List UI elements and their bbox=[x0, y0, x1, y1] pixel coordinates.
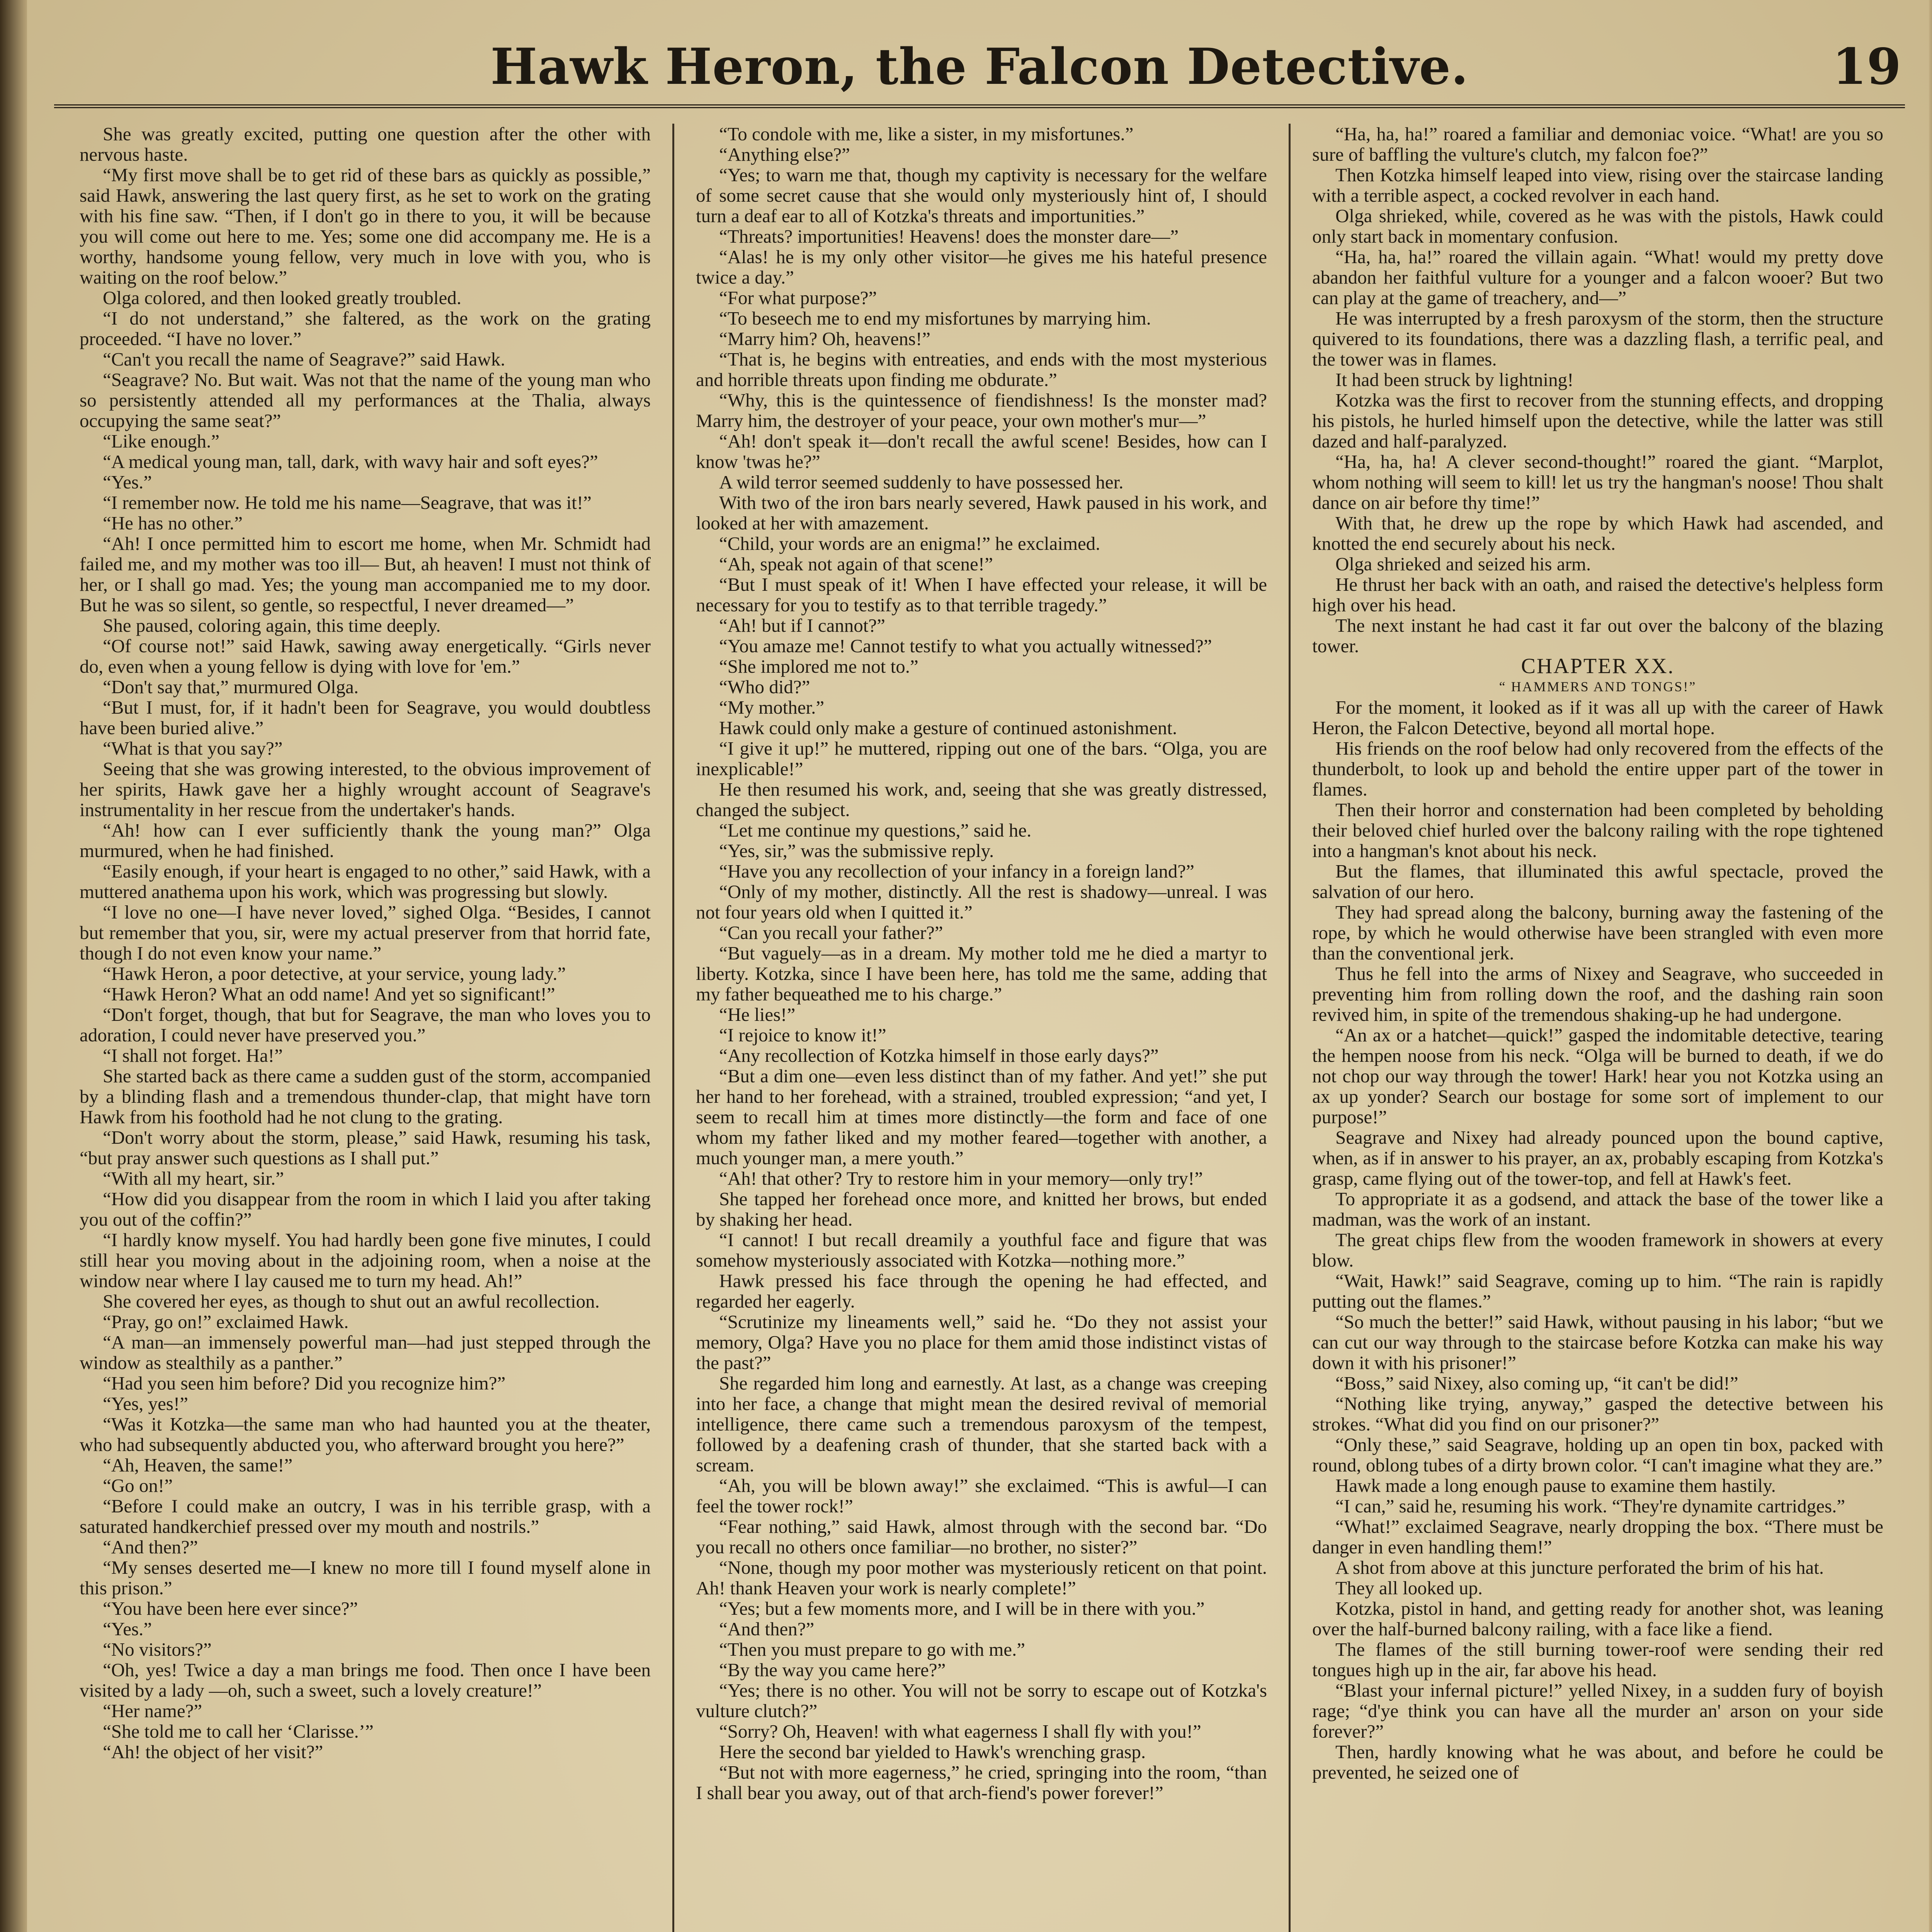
paragraph: “So much the better!” said Hawk, without pausing in his labor; “but we can cut our way through to the staircase before Kotzka can make his way down it with his prisoner!” bbox=[1312, 1311, 1883, 1373]
paragraph: Hawk made a long enough pause to examine them hastily. bbox=[1335, 1475, 1776, 1496]
paragraph: Olga shrieked, while, covered as he was with the pistols, Hawk could only start back in momentary confusion. bbox=[1312, 205, 1883, 247]
paragraph: “She told me to call her ‘Clarisse.’” bbox=[103, 1721, 374, 1742]
paragraph: “Of course not!” said Hawk, sawing away energetically. “Girls never do, even when a young fellow is dying with love for 'em.” bbox=[80, 635, 651, 677]
paragraph: Olga shrieked and seized his arm. bbox=[1335, 553, 1591, 575]
paragraph: “Ah! that other? Try to restore him in your memory—only try!” bbox=[719, 1168, 1203, 1189]
paragraph: “Ah! don't speak it—don't recall the awful scene! Besides, how can I know 'twas he?” bbox=[696, 430, 1267, 472]
paragraph: “Any recollection of Kotzka himself in those early days?” bbox=[719, 1045, 1159, 1066]
paragraph: “Alas! he is my only other visitor—he gives me his hateful presence twice a day.” bbox=[696, 246, 1267, 288]
paragraph: “Sorry? Oh, Heaven! with what eagerness I shall fly with you!” bbox=[719, 1721, 1201, 1742]
paragraph: “Ah! but if I cannot?” bbox=[719, 615, 885, 636]
paragraph: “Blast your infernal picture!” yelled Nixey, in a sudden fury of boyish rage; “d'ye think you can have all the murder an' arson on your side forever?” bbox=[1312, 1680, 1883, 1742]
paragraph: “Yes; to warn me that, though my captivity is necessary for the welfare of some secret cause that she would only mysteriously hint of, I should turn a deaf ear to all of Kotzka's threats and importunities.” bbox=[696, 164, 1267, 226]
paragraph: She covered her eyes, as though to shut out an awful recollection. bbox=[103, 1291, 600, 1312]
paragraph: “That is, he begins with entreaties, and ends with the most mysterious and horrible threats upon finding me obdurate.” bbox=[696, 349, 1267, 390]
paragraph: Then their horror and consternation had been completed by beholding their beloved chief hurled over the balcony railing with the rope tightened into a hangman's knot about his neck. bbox=[1312, 799, 1883, 861]
paragraph: “Pray, go on!” exclaimed Hawk. bbox=[103, 1311, 349, 1332]
paragraph: “But a dim one—even less distinct than of my father. And yet!” she put her hand to her forehead, with a strained, troubled expression; “and yet, I seem to recall him at times more distinctly—the form and face of one whom my father liked and my mother feared—together with another, a much younger man, a mere youth.” bbox=[696, 1065, 1267, 1168]
page-edge-left bbox=[0, 0, 27, 1932]
paragraph: The next instant he had cast it far out over the balcony of the blazing tower. bbox=[1312, 615, 1883, 656]
paragraph: “I love no one—I have never loved,” sighed Olga. “Besides, I cannot but remember that you, sir, were my actual preserver from that horrid fate, though I do not even know your name.” bbox=[80, 901, 651, 964]
paragraph: “He lies!” bbox=[719, 1004, 796, 1025]
paragraph: “Yes, sir,” was the submissive reply. bbox=[719, 840, 994, 861]
paragraph: Kotzka, pistol in hand, and getting ready for another shot, was leaning over the half-burned balcony railing, with a face like a fiend. bbox=[1312, 1598, 1883, 1639]
paragraph: “Threats? importunities! Heavens! does the monster dare—” bbox=[719, 226, 1179, 247]
paragraph: “Yes.” bbox=[103, 1618, 152, 1639]
paragraph: “And then?” bbox=[103, 1536, 198, 1558]
paragraph: “Ah! how can I ever sufficiently thank the young man?” Olga murmured, when he had finished. bbox=[80, 820, 651, 861]
paragraph: “Go on!” bbox=[103, 1475, 173, 1496]
paragraph: “For what purpose?” bbox=[719, 287, 877, 308]
paragraph: “Ah, you will be blown away!” she exclaimed. “This is awful—I can feel the tower rock!” bbox=[696, 1475, 1267, 1517]
paragraph: “My senses deserted me—I knew no more till I found myself alone in this prison.” bbox=[80, 1557, 651, 1599]
paragraph: “Don't forget, though, that but for Seagrave, the man who loves you to adoration, I could never have preserved you.” bbox=[80, 1004, 651, 1046]
paragraph: Here the second bar yielded to Hawk's wrenching grasp. bbox=[719, 1741, 1146, 1762]
paragraph: Seagrave and Nixey had already pounced upon the bound captive, when, as if in answer to his prayer, an ax, probably escaping from Kotzka's grasp, came flying out of the tower-top, and fell at Hawk's feet. bbox=[1312, 1127, 1883, 1189]
paragraph: “Easily enough, if your heart is engaged to no other,” said Hawk, with a muttered anathema upon his work, which was progressing but slowly. bbox=[80, 861, 651, 902]
paragraph: It had been struck by lightning! bbox=[1335, 369, 1574, 390]
paragraph: “Was it Kotzka—the same man who had haunted you at the theater, who had subsequently abducted you, who afterward brought you here?” bbox=[80, 1413, 651, 1455]
paragraph: “Why, this is the quintessence of fiendishness! Is the monster mad? Marry him, the destroyer of your peace, your own mother's mur—” bbox=[696, 389, 1267, 431]
paragraph: “My mother.” bbox=[719, 697, 825, 718]
paragraph: Olga colored, and then looked greatly troubled. bbox=[103, 287, 461, 308]
paragraph: “Hawk Heron? What an odd name! And yet so significant!” bbox=[103, 983, 555, 1005]
paragraph: She paused, coloring again, this time deeply. bbox=[103, 615, 441, 636]
paragraph: “Yes.” bbox=[103, 471, 152, 493]
paragraph: “You amaze me! Cannot testify to what you actually witnessed?” bbox=[719, 635, 1212, 656]
paragraph: Then Kotzka himself leaped into view, rising over the staircase landing with a terrible aspect, a cocked revolver in each hand. bbox=[1312, 164, 1883, 206]
column-3-text-before bbox=[1312, 124, 1883, 656]
paragraph: “Had you seen him before? Did you recognize him?” bbox=[103, 1372, 506, 1394]
paragraph: A wild terror seemed suddenly to have possessed her. bbox=[719, 471, 1124, 493]
paragraph: “But vaguely—as in a dream. My mother told me he died a martyr to liberty. Kotzka, since I have been here, has told me the same, adding that my father bequeathed me to his charge.” bbox=[696, 942, 1267, 1005]
paragraph: Thus he fell into the arms of Nixey and Seagrave, who succeeded in preventing him from rolling down the roof, and the dashing rain soon revived him, in spite of the tremendous shaking-up he had undergone. bbox=[1312, 963, 1883, 1025]
column-3 bbox=[1289, 124, 1905, 1932]
paragraph: “Hawk Heron, a poor detective, at your service, young lady.” bbox=[103, 963, 566, 984]
paragraph: “I give it up!” he muttered, ripping out one of the bars. “Olga, you are inexplicable!” bbox=[696, 738, 1267, 779]
paragraph: A shot from above at this juncture perforated the brim of his hat. bbox=[1335, 1557, 1824, 1578]
paragraph: “Her name?” bbox=[103, 1700, 202, 1721]
paragraph: Hawk pressed his face through the opening he had effected, and regarded her eagerly. bbox=[696, 1270, 1267, 1312]
paragraph: “A medical young man, tall, dark, with wavy hair and soft eyes?” bbox=[103, 451, 598, 472]
paragraph: “What is that you say?” bbox=[103, 738, 283, 759]
paragraph: “Who did?” bbox=[719, 676, 810, 697]
paragraph: To appropriate it as a godsend, and attack the base of the tower like a madman, was the work of an instant. bbox=[1312, 1188, 1883, 1230]
paragraph: “Scrutinize my lineaments well,” said he. “Do they not assist your memory, Olga? Have you no place for them amid those indistinct vistas of the past?” bbox=[696, 1311, 1267, 1373]
paragraph: “Can't you recall the name of Seagrave?” said Hawk. bbox=[103, 349, 505, 370]
chapter-subtitle: “ HAMMERS AND TONGS!” bbox=[1499, 679, 1697, 694]
paragraph: “How did you disappear from the room in which I laid you after taking you out of the coffin?” bbox=[80, 1188, 651, 1230]
paragraph: “Then you must prepare to go with me.” bbox=[719, 1639, 1025, 1660]
paragraph: “None, though my poor mother was mysteriously reticent on that point. Ah! thank Heaven your work is nearly complete!” bbox=[696, 1557, 1267, 1599]
paragraph: “Ah! I once permitted him to escort me home, when Mr. Schmidt had failed me, and my mother was too ill— But, ah heaven! I must not think of her, or I shall go mad. Yes; the young man accompanied me to my door. But he was so silent, so gentle, so respectful, I never dreamed—” bbox=[80, 533, 651, 616]
column-2 bbox=[672, 124, 1289, 1932]
paragraph: With two of the iron bars nearly severed, Hawk paused in his work, and looked at her with amazement. bbox=[696, 492, 1267, 534]
paragraph: Kotzka was the first to recover from the stunning effects, and dropping his pistols, he hurled himself upon the detective, while the latter was still dazed and half-paralyzed. bbox=[1312, 389, 1883, 452]
page-header bbox=[54, 31, 1905, 108]
paragraph: “Yes, yes!” bbox=[103, 1393, 188, 1414]
paragraph: He thrust her back with an oath, and raised the detective's helpless form high over his head. bbox=[1312, 574, 1883, 616]
paragraph: “But not with more eagerness,” he cried, springing into the room, “than I shall bear you away, out of that arch-fiend's power forever!” bbox=[696, 1762, 1267, 1803]
paragraph: “Wait, Hawk!” said Seagrave, coming up to him. “The rain is rapidly putting out the flames.” bbox=[1312, 1270, 1883, 1312]
paragraph: She regarded him long and earnestly. At last, as a change was creeping into her face, a change that might mean the desired revival of memorial intelligence, there came such a tremendous paroxysm of the tempest, followed by a deafening crash of thunder, that she started back with a scream. bbox=[696, 1372, 1267, 1476]
paragraph: He then resumed his work, and, seeing that she was greatly distressed, changed the subject. bbox=[696, 779, 1267, 820]
paragraph: The great chips flew from the wooden framework in showers at every blow. bbox=[1312, 1229, 1883, 1271]
paragraph: “Only these,” said Seagrave, holding up an open tin box, packed with round, oblong tubes of a dirty brown color. “I can't imagine what they are.” bbox=[1312, 1434, 1883, 1476]
paragraph: With that, he drew up the rope by which Hawk had ascended, and knotted the end securely about his neck. bbox=[1312, 512, 1883, 554]
paragraph: “With all my heart, sir.” bbox=[103, 1168, 284, 1189]
paragraph: His friends on the roof below had only recovered from the effects of the thunderbolt, to look up and behold the entire upper part of the tower in flames. bbox=[1312, 738, 1883, 800]
paragraph: “I shall not forget. Ha!” bbox=[103, 1045, 283, 1066]
paragraph: “Let me continue my questions,” said he. bbox=[719, 820, 1032, 841]
paragraph: “Like enough.” bbox=[103, 430, 220, 452]
paragraph: “Child, your words are an enigma!” he exclaimed. bbox=[719, 533, 1100, 554]
paragraph: “Fear nothing,” said Hawk, almost through with the second bar. “Do you recall no others once familiar—no brother, no sister?” bbox=[696, 1516, 1267, 1558]
paragraph: “Before I could make an outcry, I was in his terrible grasp, with a saturated handkerchief pressed over my mouth and nostrils.” bbox=[80, 1495, 651, 1537]
paragraph: “I hardly know myself. You had hardly been gone five minutes, I could still hear you moving about in the adjoining room, when a noise at the window near where I lay caused me to turn my head. Ah!” bbox=[80, 1229, 651, 1291]
paragraph: “Seagrave? No. But wait. Was not that the name of the young man who so persistently attended all my performances at the Thalia, always occupying the same seat?” bbox=[80, 369, 651, 431]
paragraph: “Ah, Heaven, the same!” bbox=[103, 1454, 293, 1476]
paragraph: Hawk could only make a gesture of continued astonishment. bbox=[719, 717, 1177, 738]
paragraph: “And then?” bbox=[719, 1618, 815, 1639]
paragraph: “She implored me not to.” bbox=[719, 656, 918, 677]
paragraph: “You have been here ever since?” bbox=[103, 1598, 358, 1619]
paragraph: Seeing that she was growing interested, to the obvious improvement of her spirits, Hawk gave her a highly wrought account of Seagrave's instrumentality in her rescue from the undertaker's hands. bbox=[80, 758, 651, 820]
paragraph: “Ha, ha, ha!” roared a familiar and demoniac voice. “What! are you so sure of baffling the vulture's clutch, my falcon foe?” bbox=[1312, 124, 1883, 165]
paragraph: “I cannot! I but recall dreamily a youthful face and figure that was somehow mysteriously associated with Kotzka—nothing more.” bbox=[696, 1229, 1267, 1271]
paragraph: “By the way you came here?” bbox=[719, 1659, 946, 1680]
paragraph: “No visitors?” bbox=[103, 1639, 212, 1660]
page-number: 19 bbox=[1832, 38, 1901, 96]
paragraph: “I rejoice to know it!” bbox=[719, 1024, 886, 1046]
running-title: Hawk Heron, the Falcon Detective. bbox=[490, 38, 1469, 96]
paragraph: She was greatly excited, putting one question after the other with nervous haste. bbox=[80, 124, 651, 165]
paragraph: “Oh, yes! Twice a day a man brings me food. Then once I have been visited by a lady —oh, such a sweet, such a lovely creature!” bbox=[80, 1659, 651, 1701]
paragraph: “My first move shall be to get rid of these bars as quickly as possible,” said Hawk, answering the last query first, as he set to work on the grating with his fine saw. “Then, if I don't go in there to you, it will be because you will come out here to me. Yes; some one did accompany me. He is a worthy, handsome young fellow, very much in love with you, who is waiting on the roof below.” bbox=[80, 164, 651, 288]
paragraph: “I remember now. He told me his name—Seagrave, that was it!” bbox=[103, 492, 592, 513]
paragraph: Then, hardly knowing what he was about, and before he could be prevented, he seized one of bbox=[1312, 1741, 1883, 1783]
paragraph: “Yes; there is no other. You will not be sorry to escape out of Kotzka's vulture clutch?” bbox=[696, 1680, 1267, 1721]
paragraph: “To beseech me to end my misfortunes by marrying him. bbox=[719, 308, 1151, 329]
page-edge-right bbox=[1929, 0, 1932, 1932]
paragraph: They all looked up. bbox=[1335, 1577, 1483, 1599]
paragraph: “Ah! the object of her visit?” bbox=[103, 1741, 323, 1762]
text-columns bbox=[58, 124, 1905, 1932]
paragraph: “But I must, for, if it hadn't been for Seagrave, you would doubtless have been buried alive.” bbox=[80, 697, 651, 738]
paragraph: “Ah, speak not again of that scene!” bbox=[719, 553, 993, 575]
paragraph: But the flames, that illuminated this awful spectacle, proved the salvation of our hero. bbox=[1312, 861, 1883, 902]
paragraph: For the moment, it looked as if it was all up with the career of Hawk Heron, the Falcon Detective, beyond all mortal hope. bbox=[1312, 697, 1883, 738]
paragraph: “Ha, ha, ha!” roared the villain again. “What! would my pretty dove abandon her faithful vulture for a younger and a falcon wooer? But two can play at the game of treachery, and—” bbox=[1312, 246, 1883, 308]
paragraph: “Can you recall your father?” bbox=[719, 922, 943, 943]
paragraph: The flames of the still burning tower-roof were sending their red tongues high up in the air, far above his head. bbox=[1312, 1639, 1883, 1680]
paragraph: “Yes; but a few moments more, and I will be in there with you.” bbox=[719, 1598, 1205, 1619]
paragraph: They had spread along the balcony, burning away the fastening of the rope, by which he would otherwise have been strangled with even more than the conventional jerk. bbox=[1312, 901, 1883, 964]
paragraph: “But I must speak of it! When I have effected your release, it will be necessary for you to testify as to that terrible tragedy.” bbox=[696, 574, 1267, 616]
chapter-heading: CHAPTER XX. bbox=[1521, 654, 1675, 678]
paragraph: “Don't worry about the storm, please,” said Hawk, resuming his task, “but pray answer such questions as I shall put.” bbox=[80, 1127, 651, 1168]
paragraph: “Ha, ha, ha! A clever second-thought!” roared the giant. “Marplot, whom nothing will seem to kill! let us try the hangman's noose! Thou shalt dance on air before thy time!” bbox=[1312, 451, 1883, 513]
paragraph: “Don't say that,” murmured Olga. bbox=[103, 676, 359, 697]
paragraph: She started back as there came a sudden gust of the storm, accompanied by a blinding flash and a tremendous thunder-clap, that might have torn Hawk from his foothold had he not clung to the grating. bbox=[80, 1065, 651, 1128]
paragraph: “Marry him? Oh, heavens!” bbox=[719, 328, 930, 349]
paragraph: “Nothing like trying, anyway,” gasped the detective between his strokes. “What did you find on our prisoner?” bbox=[1312, 1393, 1883, 1435]
paragraph: She tapped her forehead once more, and knitted her brows, but ended by shaking her head. bbox=[696, 1188, 1267, 1230]
paragraph: “Only of my mother, distinctly. All the rest is shadowy—unreal. I was not four years old when I quitted it.” bbox=[696, 881, 1267, 923]
column-3-text-after bbox=[1312, 697, 1883, 1782]
paragraph: “Anything else?” bbox=[719, 144, 850, 165]
paragraph: “I do not understand,” she faltered, as the work on the grating proceeded. “I have no lover.” bbox=[80, 308, 651, 349]
paragraph: He was interrupted by a fresh paroxysm of the storm, then the structure quivered to its foundations, there was a dazzling flash, a terrific peal, and the tower was in flames. bbox=[1312, 308, 1883, 370]
paragraph: “He has no other.” bbox=[103, 512, 243, 534]
paragraph: “What!” exclaimed Seagrave, nearly dropping the box. “There must be danger in even handling them!” bbox=[1312, 1516, 1883, 1558]
paragraph: “To condole with me, like a sister, in my misfortunes.” bbox=[719, 124, 1134, 145]
paragraph: “A man—an immensely powerful man—had just stepped through the window as stealthily as a panther.” bbox=[80, 1332, 651, 1373]
paragraph: “Have you any recollection of your infancy in a foreign land?” bbox=[719, 861, 1194, 882]
paragraph: “An ax or a hatchet—quick!” gasped the indomitable detective, tearing the hempen noose from his neck. “Olga will be burned to death, if we do not chop our way through the tower! Hark! hear you not Kotzka using an ax up yonder? Search our bostage for some sort of implement to our purpose!” bbox=[1312, 1024, 1883, 1128]
column-1 bbox=[58, 124, 672, 1932]
paragraph: “Boss,” said Nixey, also coming up, “it can't be did!” bbox=[1335, 1372, 1738, 1394]
paragraph: “I can,” said he, resuming his work. “They're dynamite cartridges.” bbox=[1335, 1495, 1845, 1517]
